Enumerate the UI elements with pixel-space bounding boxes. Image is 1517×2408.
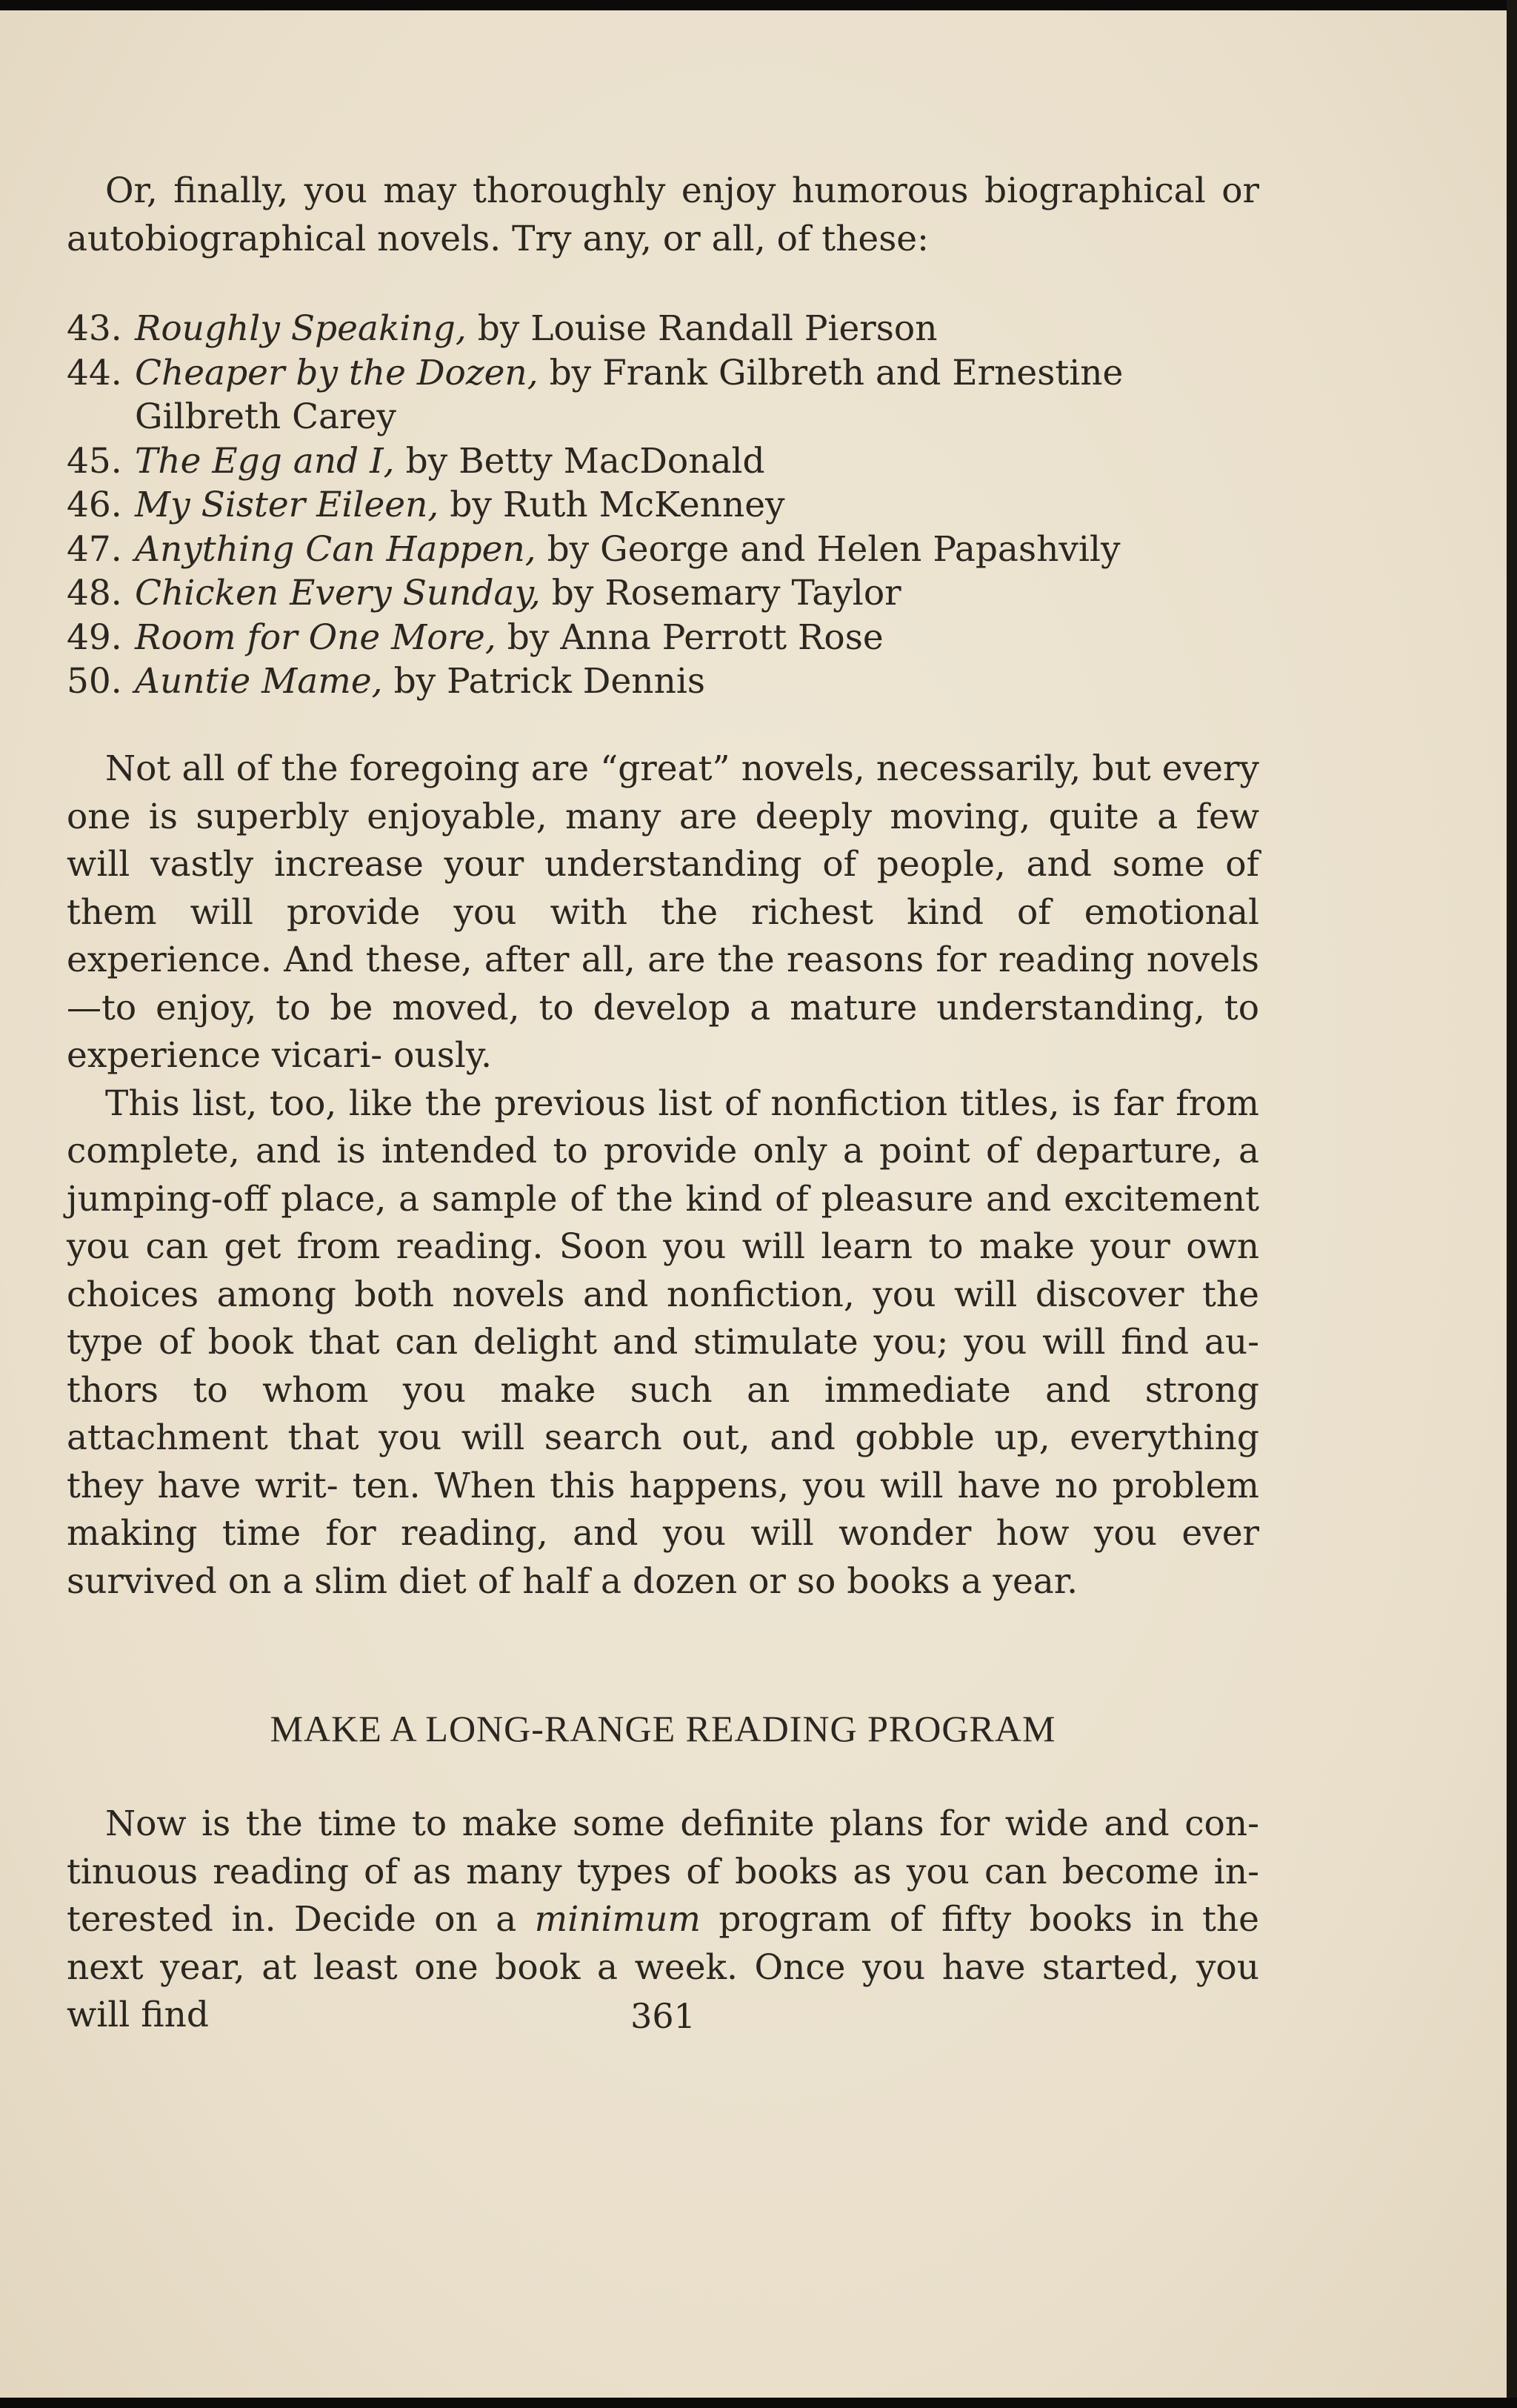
list-item: 45. The Egg and I, by Betty MacDonald — [67, 440, 765, 482]
intro-paragraph — [67, 167, 1259, 263]
page-bottom-shadow — [0, 2398, 1517, 2408]
list-item: 43. Roughly Speaking, by Louise Randall Pierson — [67, 308, 938, 349]
list-item: 46. My Sister Eileen, by Ruth McKenney — [67, 485, 785, 525]
page-edge-shadow — [1507, 0, 1517, 2408]
list-item: 50. Auntie Mame, by Patrick Dennis — [67, 661, 705, 702]
list-item: 48. Chicken Every Sunday, by Rosemary Taylor — [67, 573, 901, 613]
book-list — [67, 307, 1259, 704]
body-paragraphs — [67, 745, 1259, 1606]
section-heading: MAKE A LONG-RANGE READING PROGRAM — [270, 1708, 1056, 1749]
list-item: 47. Anything Can Happen, by George and Helen Papashvily — [67, 528, 1121, 570]
book-page — [0, 10, 1507, 2398]
list-item: 44. Cheaper by the Dozen, by Frank Gilbreth and Ernestine Gilbreth Carey — [67, 352, 1124, 437]
page-number: 361 — [630, 1996, 696, 2036]
paragraph-foregoing: Not all of the foregoing are “great” novels, necessarily, but every one is superbly enjoyable, many are deeply moving, quite a few will vastly increase your understanding of people, and some of them will provide you with the richest kind of emotional experience. And these, after all, are the reasons for reading novels—to enjoy, to be moved, to develop a mature understanding, to experience vicari- ously. — [67, 748, 1259, 1076]
intro-text: Or, finally, you may thoroughly enjoy humorous biographical or autobiographical novels. Try any, or all, of these: — [67, 170, 1259, 259]
paragraph-list-incomplete: This list, too, like the previous list of nonfiction titles, is far from complete, and is intended to provide only a point of departure, a jumping-off place, a sample of the kind of pleasure and excitement you can get from reading. Soon you will learn to make your own choices among both novels and nonfiction, you will discover the type of book that can delight and stimulate you; you will find au- thors to whom you make such an immediate and strong attachment that you will search out, and gobble up, everything they have writ- ten. When this happens, you will have no problem making time for reading, and you will wonder how you ever survived on a slim diet of half a dozen or so books a year. — [67, 1082, 1259, 1602]
paragraph-program: Now is the time to make some definite plans for wide and con- tinuous reading of as many types of books as you can become in- terested in. Decide on a minimum program of fifty books in the next year, at least one book a week. Once you have started, you will find — [67, 1803, 1259, 2035]
list-item: 49. Room for One More, by Anna Perrott Rose — [67, 616, 884, 658]
